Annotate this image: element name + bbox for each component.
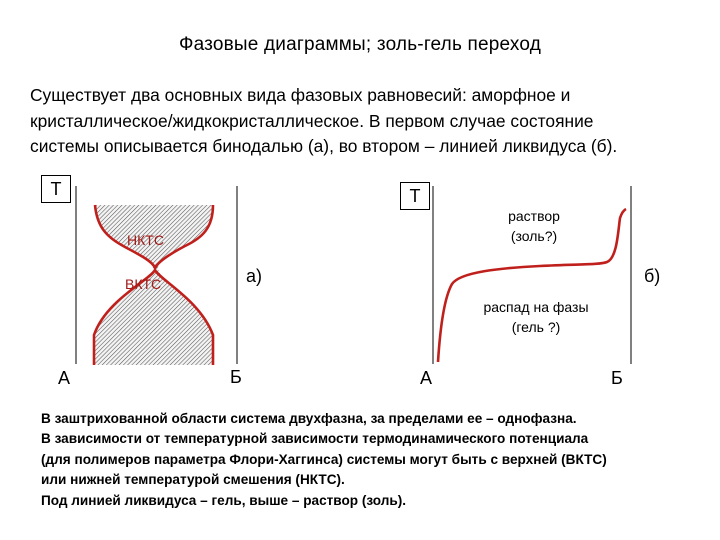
explanation-paragraph	[41, 409, 716, 511]
diagram-b-left-component: А	[420, 368, 433, 388]
slide-title: Фазовые диаграммы; золь-гель переход	[178, 34, 542, 55]
explanation-line: или нижней температурой смешения (НКТС).	[41, 472, 345, 488]
intro-line: кристаллическое/жидкокристаллическое. В первом случае состояние	[30, 110, 594, 131]
diagram-b-right-component: Б	[611, 368, 623, 388]
diagram-a-letter: а)	[246, 266, 263, 286]
explanation-line: В зависимости от температурной зависимости термодинамического потенциала	[41, 431, 589, 447]
diagram-a-right-component: Б	[230, 367, 242, 387]
diagram-b-gel-note-line: (гель ?)	[511, 319, 561, 335]
diagram-a-vkts-label: ВКТС	[125, 276, 162, 292]
diagram-b-letter: б)	[644, 266, 661, 286]
diagram-b-temperature-label: T	[400, 182, 430, 210]
diagram-b-solution-note-line: (золь?)	[510, 228, 558, 244]
explanation-line: (для полимеров параметра Флори-Хаггинса) системы могут быть с верхней (ВКТС)	[41, 451, 607, 467]
explanation-line: Под линией ликвидуса – гель, выше – раствор (золь).	[41, 492, 407, 508]
diagram-a-nkts-label: НКТС	[127, 232, 164, 248]
diagram-b-solution-note	[494, 206, 574, 246]
diagram-b-gel-note-line: распад на фазы	[483, 299, 589, 315]
explanation-line: В заштрихованной области система двухфазна, за пределами ее – однофазна.	[41, 411, 577, 426]
intro-line: системы описывается бинодалью (а), во втором – линией ликвидуса (б).	[30, 136, 618, 156]
diagram-a-temperature-label: T	[41, 175, 71, 203]
diagram-b-solution-note-line: раствор	[508, 208, 560, 224]
intro-line: Существует два основных вида фазовых равновесий: аморфное и	[30, 85, 571, 105]
diagram-b-gel-note	[470, 297, 602, 337]
diagram-a-left-component: А	[58, 368, 71, 388]
